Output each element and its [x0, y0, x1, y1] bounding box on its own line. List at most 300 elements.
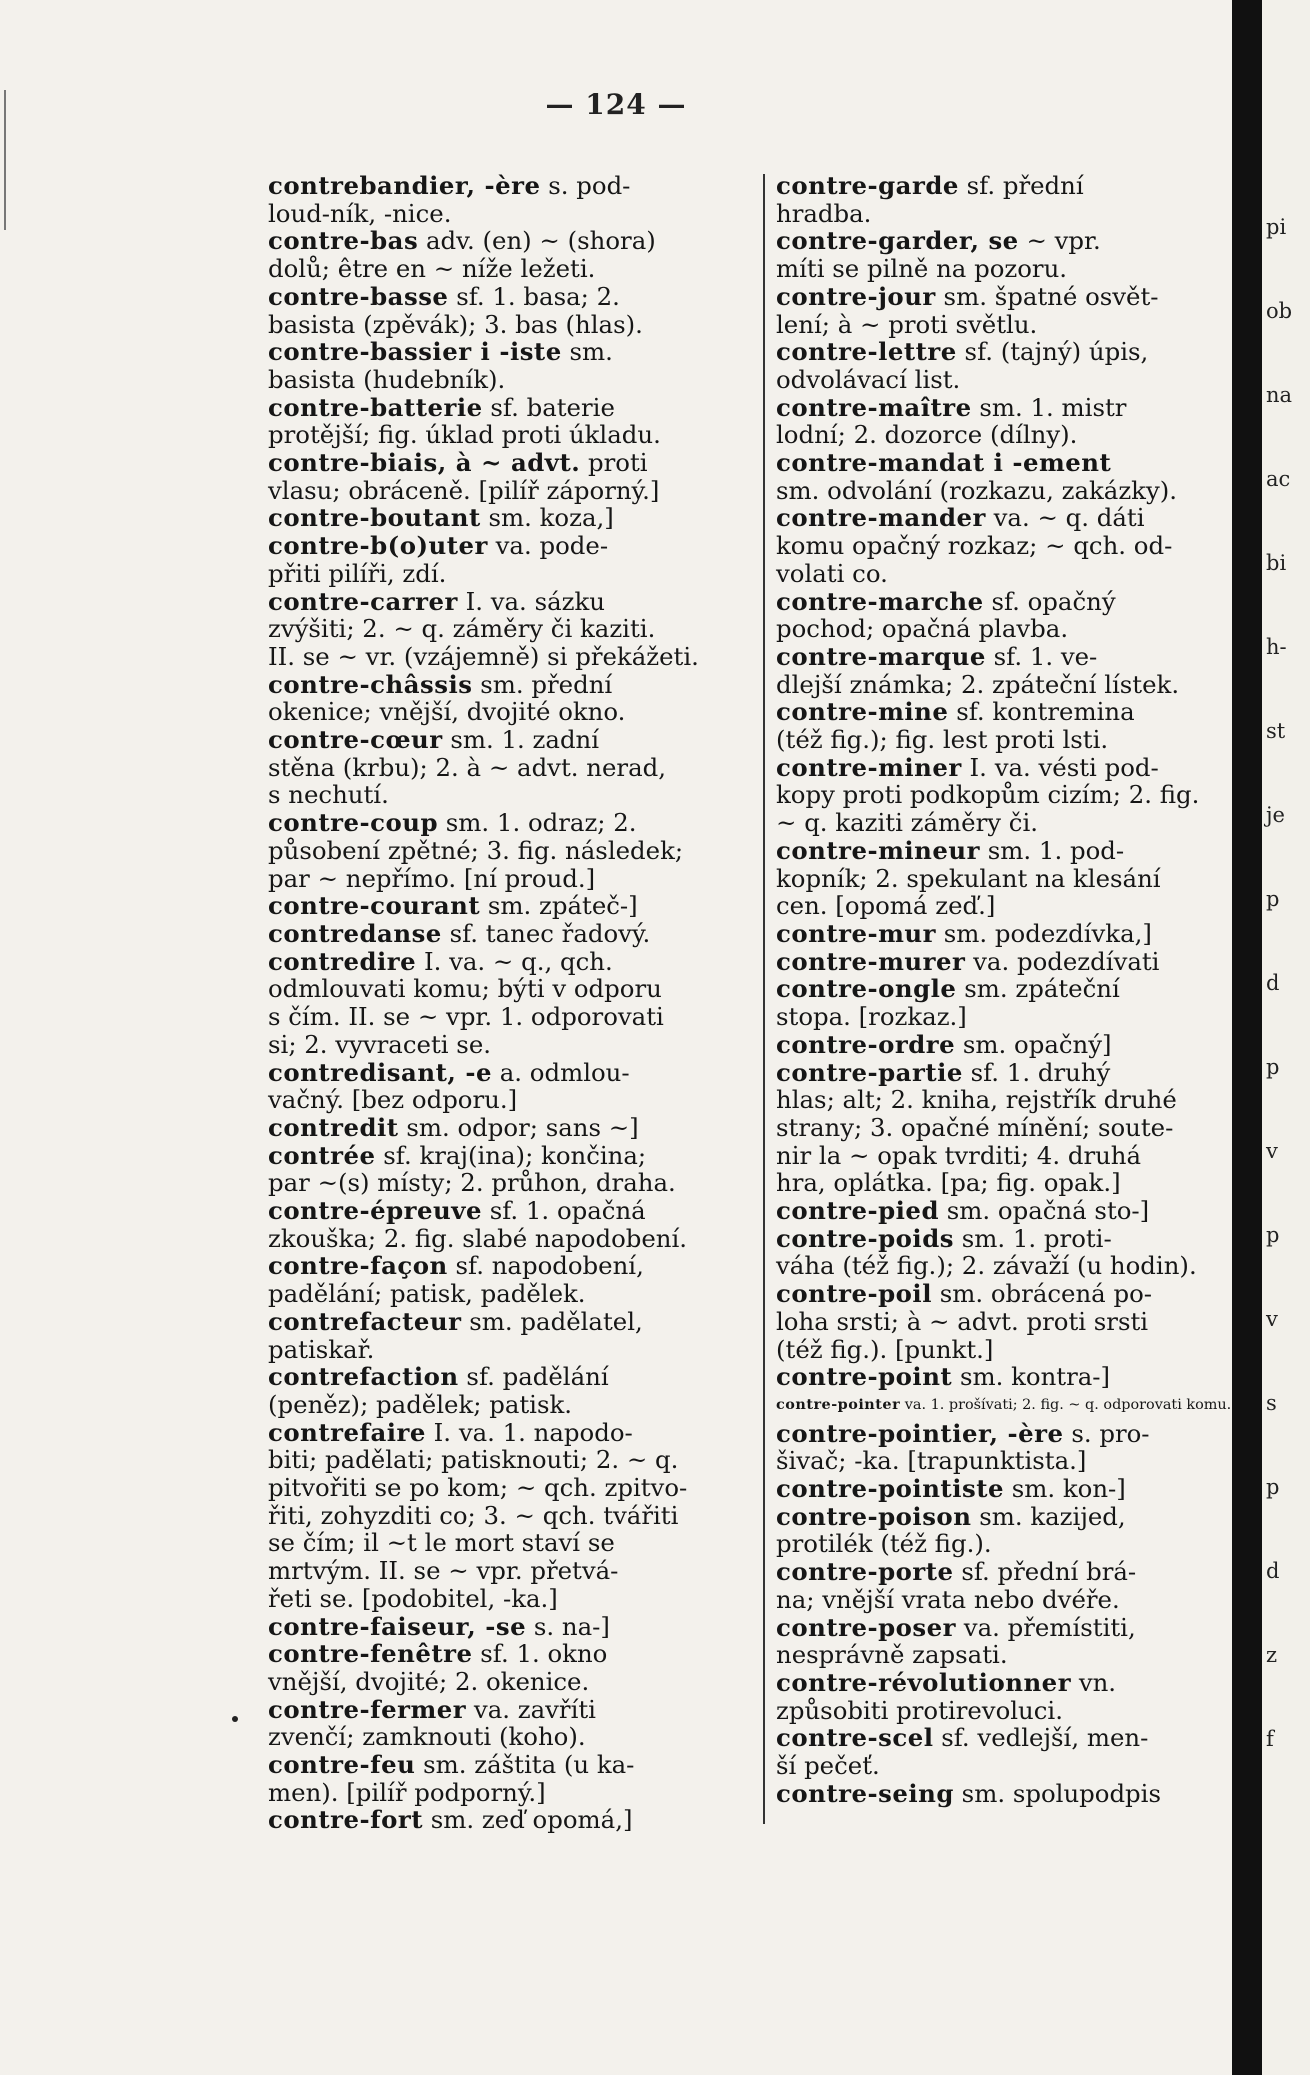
definition-text: basista (hudebník).	[268, 364, 506, 394]
dictionary-line	[268, 781, 752, 809]
dictionary-line	[268, 615, 752, 643]
dictionary-line	[268, 1280, 752, 1308]
definition-text: I. va. ~ q., qch.	[416, 946, 613, 976]
dictionary-line	[776, 809, 1236, 837]
adjacent-page-fragment: je	[1266, 803, 1285, 827]
dictionary-line	[268, 1474, 752, 1502]
dictionary-line	[268, 754, 752, 782]
right-column	[776, 172, 1236, 1807]
definition-text: ~ q. kaziti záměry či.	[776, 808, 1038, 838]
definition-text: pitvořiti se po kom; ~ qch. zpitvo-	[268, 1473, 688, 1503]
dictionary-line	[776, 698, 1236, 726]
dictionary-line	[776, 1308, 1236, 1336]
definition-text: strany; 3. opačné mínění; soute-	[776, 1112, 1174, 1142]
dictionary-line	[268, 394, 752, 422]
dictionary-line	[776, 172, 1236, 200]
headword: contre-courant	[268, 891, 481, 921]
dictionary-line	[776, 865, 1236, 893]
adjacent-page-fragment: f	[1266, 1727, 1274, 1751]
definition-text: přiti pilíři, zdí.	[268, 558, 447, 588]
dictionary-line	[776, 449, 1236, 477]
dictionary-line	[776, 1142, 1236, 1170]
definition-text: nesprávně zapsati.	[776, 1640, 1008, 1670]
definition-text: sf. napodobení,	[447, 1251, 644, 1281]
dictionary-line	[776, 1169, 1236, 1197]
adjacent-page-fragment: p	[1266, 887, 1280, 911]
dictionary-line	[776, 1420, 1236, 1448]
dictionary-line	[268, 588, 752, 616]
definition-text: I. va. vésti pod-	[961, 752, 1159, 782]
definition-text: sm. spolupodpis	[953, 1778, 1161, 1808]
dictionary-line	[776, 1391, 1236, 1420]
definition-text: padělání; patisk, padělek.	[268, 1279, 586, 1309]
dictionary-line	[268, 1169, 752, 1197]
headword: contre-ordre	[776, 1029, 956, 1059]
dictionary-line	[776, 754, 1236, 782]
dictionary-line	[776, 975, 1236, 1003]
headword: contre-maître	[776, 392, 972, 422]
dictionary-line	[268, 1446, 752, 1474]
definition-text: (též fig.). [punkt.]	[776, 1334, 994, 1364]
dictionary-line	[268, 1696, 752, 1724]
dictionary-line	[268, 1723, 752, 1751]
definition-text: par ~(s) místy; 2. průhon, draha.	[268, 1168, 676, 1198]
definition-text: I. va. sázku	[457, 586, 605, 616]
headword: contre-murer	[776, 946, 966, 976]
definition-text: zvýšiti; 2. ~ q. záměry či kaziti.	[268, 614, 656, 644]
dictionary-line	[268, 1031, 752, 1059]
dictionary-line	[776, 338, 1236, 366]
headword: contre-mur	[776, 918, 937, 948]
adjacent-page-strip	[1262, 0, 1310, 2075]
definition-text: šivač; -ka. [trapunktista.]	[776, 1446, 1087, 1476]
dictionary-line	[268, 1308, 752, 1336]
adjacent-page-fragment: v	[1266, 1307, 1278, 1331]
definition-text: protější; fig. úklad proti úkladu.	[268, 420, 661, 450]
dictionary-line	[268, 1197, 752, 1225]
definition-text: si; 2. vyvraceti se.	[268, 1029, 492, 1059]
definition-text: vačný. [bez odporu.]	[268, 1085, 518, 1115]
dictionary-line	[776, 1780, 1236, 1808]
dictionary-line	[268, 338, 752, 366]
definition-text: sm. zpáteční	[956, 974, 1120, 1004]
definition-text: s. pro-	[1063, 1418, 1150, 1448]
definition-text: sf. kraj(ina); končina;	[375, 1140, 647, 1170]
dictionary-line	[776, 781, 1236, 809]
definition-text: ší pečeť.	[776, 1751, 880, 1781]
definition-text: basista (zpěvák); 3. bas (hlas).	[268, 309, 643, 339]
definition-text: s nechutí.	[268, 780, 389, 810]
definition-text: dlejší známka; 2. zpáteční lístek.	[776, 669, 1180, 699]
definition-text: sm. opačný]	[955, 1029, 1112, 1059]
headword: contre-mineur	[776, 835, 981, 865]
definition-text: I. va. 1. napodo-	[425, 1417, 633, 1447]
definition-text: sf. vedlejší, men-	[933, 1723, 1149, 1753]
definition-text: míti se pilně na pozoru.	[776, 254, 1068, 284]
headword: contre-pointer	[776, 1395, 901, 1413]
headword: contre-ongle	[776, 974, 957, 1004]
dictionary-line	[268, 698, 752, 726]
definition-text: ~ vpr.	[1018, 226, 1101, 256]
headword: contre-cœur	[268, 725, 443, 755]
dictionary-line	[776, 283, 1236, 311]
adjacent-page-fragment: d	[1266, 971, 1280, 995]
dictionary-line	[776, 477, 1236, 505]
definition-text: zvenčí; zamknouti (koho).	[268, 1722, 586, 1752]
dictionary-line	[268, 865, 752, 893]
definition-text: dolů; être en ~ níže ležeti.	[268, 254, 596, 284]
headword: contre-poison	[776, 1501, 972, 1531]
page-number: — 124 —	[545, 88, 687, 121]
dictionary-line	[268, 1142, 752, 1170]
definition-text: sf. padělání	[458, 1362, 609, 1392]
definition-text: váha (též fig.); 2. závaží (u hodin).	[776, 1251, 1197, 1281]
definition-text: va. podezdívati	[965, 946, 1160, 976]
dictionary-line	[268, 726, 752, 754]
headword: contre-boutant	[268, 503, 481, 533]
dictionary-line	[268, 920, 752, 948]
headword: contredanse	[268, 918, 442, 948]
definition-text: sm. podezdívka,]	[936, 918, 1152, 948]
adjacent-page-fragment: ob	[1266, 299, 1293, 323]
headword: contre-biais, à ~ advt.	[268, 448, 581, 478]
headword: contre-fort	[268, 1805, 423, 1835]
definition-text: lení; à ~ proti světlu.	[776, 309, 1038, 339]
definition-text: sm. odpor; sans ~]	[398, 1112, 639, 1142]
dictionary-line	[268, 1252, 752, 1280]
definition-text: sf. 1. okno	[472, 1639, 608, 1669]
definition-text: sm. odvolání (rozkazu, zakázky).	[776, 475, 1178, 505]
dictionary-line	[776, 366, 1236, 394]
headword: contre-scel	[776, 1723, 934, 1753]
dictionary-line	[776, 1225, 1236, 1253]
dictionary-line	[268, 1391, 752, 1419]
headword: contre-châssis	[268, 669, 473, 699]
dictionary-line	[776, 1558, 1236, 1586]
definition-text: sf. přední	[958, 171, 1084, 200]
adjacent-page-fragment: z	[1266, 1643, 1278, 1667]
definition-text: cen. [opomá zeď.]	[776, 891, 996, 921]
headword: contre-pointiste	[776, 1474, 1004, 1504]
dictionary-line	[268, 421, 752, 449]
dictionary-line	[776, 255, 1236, 283]
dictionary-line	[776, 532, 1236, 560]
headword: contrebandier, -ère	[268, 171, 541, 200]
dictionary-line	[776, 1252, 1236, 1280]
dictionary-line	[776, 421, 1236, 449]
dictionary-line	[776, 1031, 1236, 1059]
headword: contre-révolutionner	[776, 1667, 1072, 1697]
definition-text: sf. tanec řadový.	[441, 918, 651, 948]
headword: contredire	[268, 946, 417, 976]
definition-text: na; vnější vrata nebo dvéře.	[776, 1584, 1120, 1614]
definition-text: sf. přední brá-	[953, 1557, 1137, 1587]
dictionary-line	[268, 227, 752, 255]
definition-text: sm. špatné osvět-	[935, 281, 1159, 311]
adjacent-page-fragment: d	[1266, 1559, 1280, 1583]
dictionary-line	[268, 1419, 752, 1447]
headword: contre-feu	[268, 1750, 416, 1780]
definition-text: okenice; vnější, dvojité okno.	[268, 697, 626, 727]
dictionary-line	[268, 809, 752, 837]
headword: contre-poser	[776, 1612, 957, 1642]
headword: contre-porte	[776, 1557, 954, 1587]
dictionary-line	[776, 1114, 1236, 1142]
dictionary-line	[776, 1641, 1236, 1669]
definition-text: sm. zpáteč-]	[480, 891, 638, 921]
dictionary-line	[268, 532, 752, 560]
dictionary-line	[268, 560, 752, 588]
definition-text: hra, oplátka. [pa; fig. opak.]	[776, 1168, 1121, 1198]
dictionary-line	[776, 394, 1236, 422]
definition-text: sf. (tajný) úpis,	[956, 337, 1149, 367]
dictionary-line	[776, 1697, 1236, 1725]
definition-text: sm. zeď opomá,]	[423, 1805, 633, 1835]
definition-text: sf. baterie	[482, 392, 615, 422]
definition-text: sm. záštita (u ka-	[415, 1750, 635, 1780]
dictionary-line	[268, 172, 752, 200]
column-divider	[763, 174, 765, 1824]
dictionary-line	[776, 671, 1236, 699]
definition-text: sf. opačný	[983, 586, 1116, 616]
definition-text: způsobiti protirevoluci.	[776, 1695, 1063, 1725]
dictionary-line	[268, 366, 752, 394]
definition-text: loha srsti; à ~ advt. proti srsti	[776, 1306, 1149, 1336]
adjacent-page-fragment: st	[1266, 719, 1286, 743]
dictionary-line	[776, 1614, 1236, 1642]
headword: contre-faiseur, -se	[268, 1611, 527, 1641]
headword: contre-marque	[776, 641, 986, 671]
definition-text: řeti se. [podobitel, -ka.]	[268, 1583, 558, 1613]
dictionary-line	[776, 227, 1236, 255]
dictionary-line	[776, 1447, 1236, 1475]
definition-text: sf. 1. druhý	[962, 1057, 1111, 1087]
dictionary-line	[268, 1557, 752, 1585]
definition-text: va. zavříti	[466, 1694, 596, 1724]
headword: contredisant, -e	[268, 1057, 492, 1087]
headword: contre-jour	[776, 281, 936, 311]
dictionary-line	[268, 892, 752, 920]
definition-text: va. přemístiti,	[956, 1612, 1136, 1642]
headword: contre-lettre	[776, 337, 957, 367]
adjacent-page-fragment: h-	[1266, 635, 1287, 659]
definition-text: hradba.	[776, 198, 872, 228]
definition-text: pochod; opačná plavba.	[776, 614, 1069, 644]
dictionary-line	[268, 837, 752, 865]
headword: contre-poil	[776, 1279, 932, 1309]
dictionary-line	[776, 892, 1236, 920]
definition-text: sm. koza,]	[480, 503, 614, 533]
dictionary-line	[776, 1475, 1236, 1503]
dictionary-line	[268, 1363, 752, 1391]
headword: contre-épreuve	[268, 1196, 482, 1226]
dictionary-line	[776, 1530, 1236, 1558]
dictionary-line	[776, 1586, 1236, 1614]
dictionary-line	[776, 1669, 1236, 1697]
definition-text: men). [pilíř podporný.]	[268, 1777, 546, 1807]
dictionary-line	[268, 1003, 752, 1031]
definition-text: sm. kontra-]	[952, 1362, 1111, 1392]
headword: contre-miner	[776, 752, 962, 782]
left-column	[268, 172, 752, 1834]
dictionary-line	[268, 1640, 752, 1668]
headword: contredit	[268, 1112, 399, 1142]
definition-text: nir la ~ opak tvrditi; 4. druhá	[776, 1140, 1142, 1170]
adjacent-page-fragment: p	[1266, 1055, 1280, 1079]
dictionary-line	[268, 449, 752, 477]
definition-text: mrtvým. II. se ~ vpr. přetvá-	[268, 1556, 619, 1586]
definition-text: proti	[580, 448, 648, 478]
headword: contrefaire	[268, 1417, 426, 1447]
definition-text: loud-ník, -nice.	[268, 198, 452, 228]
definition-text: lodní; 2. dozorce (dílny).	[776, 420, 1078, 450]
definition-text: sm. 1. odraz; 2.	[438, 808, 637, 838]
dictionary-line	[268, 477, 752, 505]
definition-text: biti; padělati; patisknouti; 2. ~ q.	[268, 1445, 679, 1475]
dictionary-line	[268, 311, 752, 339]
definition-text: hlas; alt; 2. kniha, rejstřík druhé	[776, 1085, 1177, 1115]
definition-text: vlasu; obráceně. [pilíř záporný.]	[268, 475, 660, 505]
definition-text: vn.	[1071, 1667, 1117, 1697]
headword: contre-mander	[776, 503, 986, 533]
definition-text: sm. opačná sto-]	[939, 1196, 1150, 1226]
dictionary-line	[776, 920, 1236, 948]
headword: contrefaction	[268, 1362, 459, 1392]
headword: contre-fenêtre	[268, 1639, 473, 1669]
dictionary-line	[268, 1806, 752, 1834]
dictionary-line	[268, 1529, 752, 1557]
headword: contre-pointier, -ère	[776, 1418, 1064, 1448]
headword: contre-marche	[776, 586, 984, 616]
definition-text: sm. kon-]	[1003, 1474, 1126, 1504]
definition-text: protilék (též fig.).	[776, 1529, 992, 1559]
definition-text: va. ~ q. dáti	[985, 503, 1145, 533]
adjacent-page-fragment: bi	[1266, 551, 1287, 575]
dictionary-line	[776, 1503, 1236, 1531]
definition-text: sf. kontremina	[948, 697, 1135, 727]
dictionary-line	[268, 1585, 752, 1613]
definition-text: sm. 1. zadní	[442, 725, 600, 755]
definition-text: va. 1. prošívati; 2. fig. ~ q. odporovati komu.	[900, 1396, 1232, 1413]
headword: contre-batterie	[268, 392, 483, 422]
definition-text: sm.	[561, 337, 613, 367]
dictionary-line	[268, 948, 752, 976]
dictionary-line	[776, 1363, 1236, 1391]
dictionary-line	[268, 975, 752, 1003]
headword: contre-carrer	[268, 586, 458, 616]
dictionary-line	[268, 504, 752, 532]
definition-text: sm. obrácená po-	[931, 1279, 1153, 1309]
adjacent-page-fragment: pi	[1266, 215, 1287, 239]
dictionary-line	[776, 1280, 1236, 1308]
dictionary-line	[776, 1059, 1236, 1087]
headword: contre-poids	[776, 1223, 954, 1253]
dictionary-line	[268, 255, 752, 283]
dictionary-line	[776, 1752, 1236, 1780]
definition-text: par ~ nepřímo. [ní proud.]	[268, 863, 596, 893]
definition-text: sm. kazijed,	[971, 1501, 1126, 1531]
headword: contre-fermer	[268, 1694, 467, 1724]
dictionary-line	[776, 588, 1236, 616]
definition-text: a. odmlou-	[491, 1057, 630, 1087]
dictionary-line	[776, 726, 1236, 754]
definition-text: sm. 1. pod-	[980, 835, 1125, 865]
headword: contre-basse	[268, 281, 449, 311]
definition-text: patiskař.	[268, 1334, 375, 1364]
dictionary-line	[776, 1336, 1236, 1364]
headword: contre-mine	[776, 697, 949, 727]
adjacent-page-fragment: v	[1266, 1139, 1278, 1163]
adjacent-page-fragment: ac	[1266, 467, 1291, 491]
definition-text: (též fig.); fig. lest proti lsti.	[776, 725, 1109, 755]
dictionary-line	[268, 1225, 752, 1253]
dictionary-line	[268, 1613, 752, 1641]
definition-text: sm. 1. proti-	[954, 1223, 1112, 1253]
headword: contre-garder, se	[776, 226, 1019, 256]
adjacent-page-fragment: p	[1266, 1223, 1280, 1247]
definition-text: (peněz); padělek; patisk.	[268, 1389, 573, 1419]
definition-text: působení zpětné; 3. fig. následek;	[268, 835, 684, 865]
dictionary-line	[268, 283, 752, 311]
headword: contrée	[268, 1140, 376, 1170]
adjacent-page-fragment: na	[1266, 383, 1293, 407]
definition-text: komu opačný rozkaz; ~ qch. od-	[776, 531, 1173, 561]
dictionary-line	[268, 671, 752, 699]
definition-text: sm. přední	[472, 669, 613, 699]
headword: contre-seing	[776, 1778, 954, 1808]
headword: contrefacteur	[268, 1306, 462, 1336]
headword: contre-point	[776, 1362, 953, 1392]
definition-text: va. pode-	[487, 531, 609, 561]
dictionary-line	[776, 615, 1236, 643]
dictionary-line	[776, 643, 1236, 671]
dictionary-line	[268, 1502, 752, 1530]
definition-text: kopník; 2. spekulant na klesání	[776, 863, 1161, 893]
definition-text: II. se ~ vr. (vzájemně) si překážeti.	[268, 641, 699, 671]
dictionary-line	[776, 1724, 1236, 1752]
headword: contre-garde	[776, 171, 959, 200]
headword: contre-partie	[776, 1057, 963, 1087]
headword: contre-pied	[776, 1196, 940, 1226]
definition-text: s. na-]	[526, 1611, 610, 1641]
dictionary-line	[268, 1114, 752, 1142]
definition-text: se čím; il ~t le mort staví se	[268, 1528, 615, 1558]
definition-text: s čím. II. se ~ vpr. 1. odporovati	[268, 1002, 664, 1032]
definition-text: kopy proti podkopům cizím; 2. fig.	[776, 780, 1200, 810]
dictionary-line	[268, 1668, 752, 1696]
definition-text: sm. 1. mistr	[971, 392, 1127, 422]
dictionary-line	[268, 1059, 752, 1087]
dictionary-line	[776, 837, 1236, 865]
dictionary-line	[776, 1086, 1236, 1114]
dictionary-line	[268, 1779, 752, 1807]
dictionary-line	[776, 948, 1236, 976]
dictionary-line	[776, 560, 1236, 588]
definition-text: sm. padělatel,	[461, 1306, 643, 1336]
definition-text: zkouška; 2. fig. slabé napodobení.	[268, 1223, 688, 1253]
definition-text: odmlouvati komu; býti v odporu	[268, 974, 662, 1004]
dictionary-line	[268, 200, 752, 228]
headword: contre-mandat i -ement	[776, 448, 1112, 478]
definition-text: adv. (en) ~ (shora)	[418, 226, 656, 256]
definition-text: volati co.	[776, 558, 888, 588]
dictionary-line	[776, 504, 1236, 532]
dictionary-line	[776, 311, 1236, 339]
definition-text: stopa. [rozkaz.]	[776, 1002, 967, 1032]
headword: contre-façon	[268, 1251, 448, 1281]
definition-text: řiti, zohyzditi co; 3. ~ qch. tvářiti	[268, 1500, 679, 1530]
dictionary-line	[268, 1336, 752, 1364]
